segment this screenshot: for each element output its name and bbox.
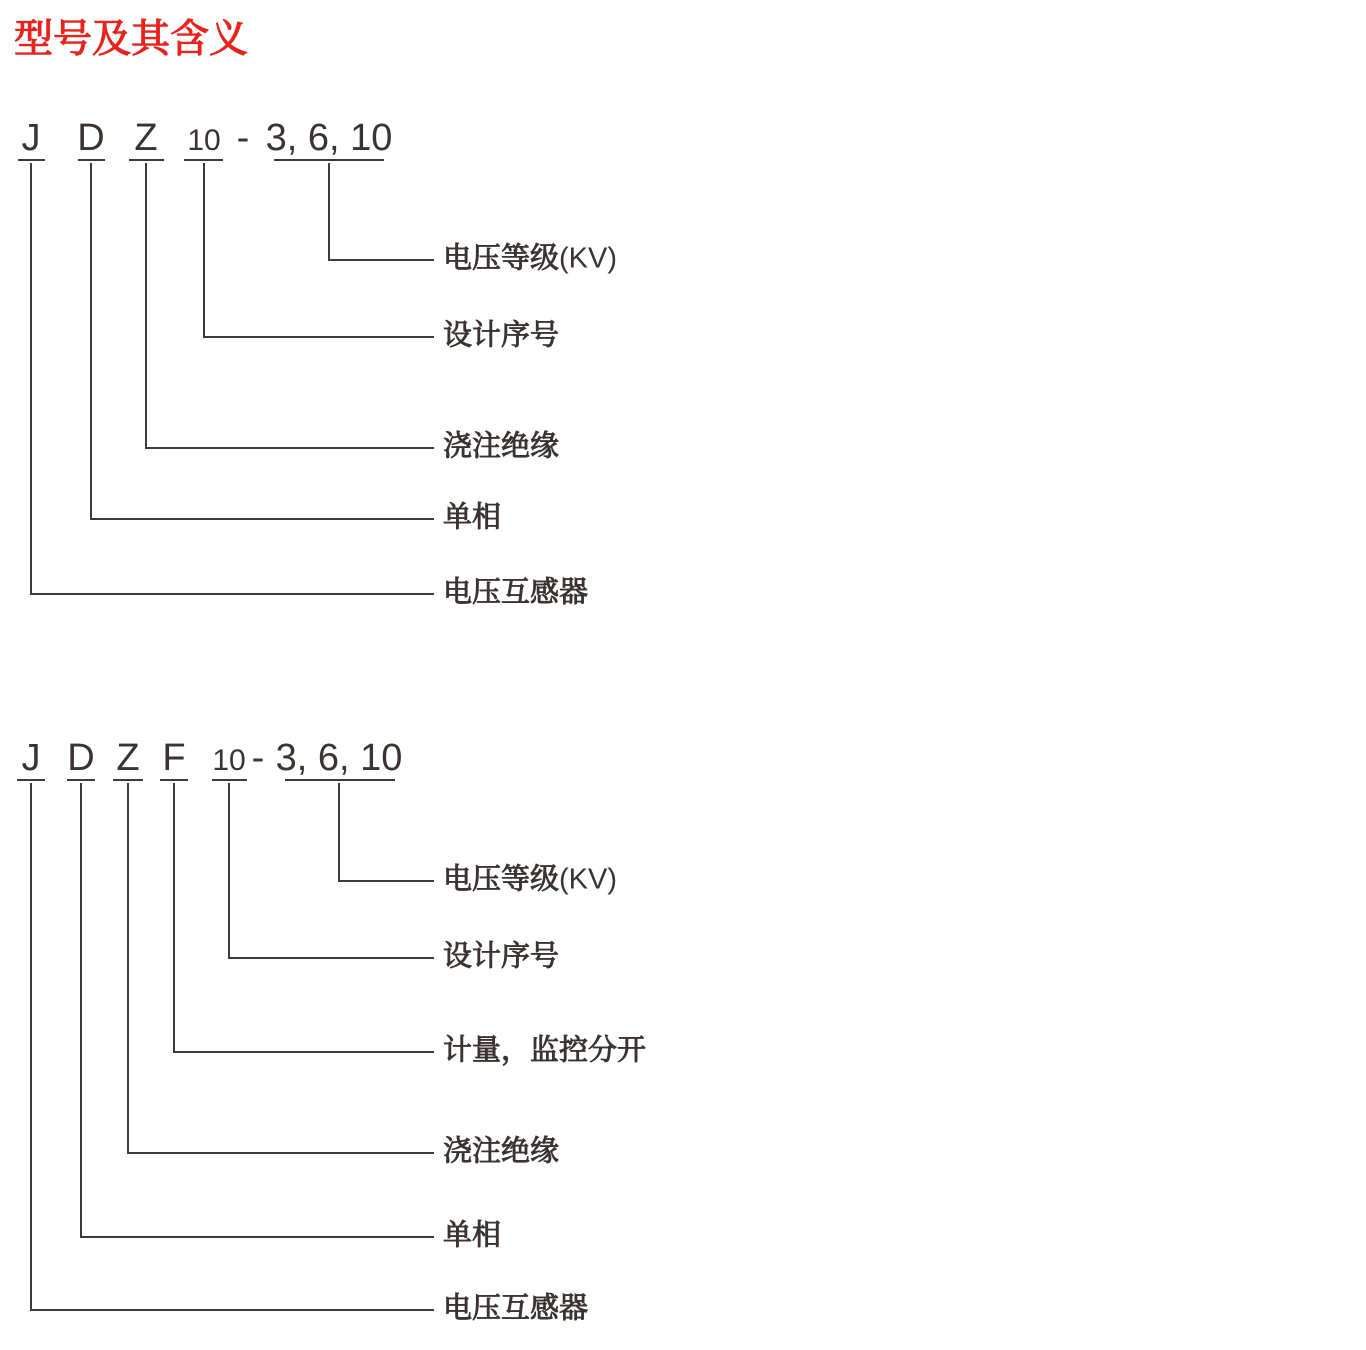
connector-label-line <box>228 957 434 959</box>
code-char: D <box>77 117 105 159</box>
connector-label-line <box>30 1309 434 1311</box>
meaning-text: 浇注绝缘 <box>443 1135 560 1168</box>
meaning-label <box>443 1293 588 1326</box>
meaning-suffix: (KV) <box>559 242 618 275</box>
code-underline <box>212 779 247 781</box>
meaning-text: 单相 <box>443 1219 502 1252</box>
connector-drop-line <box>173 783 175 1053</box>
meaning-label <box>443 864 617 897</box>
connector-drop-line <box>80 783 82 1238</box>
code-separator: - <box>236 117 250 159</box>
connector-drop-line <box>30 783 32 1311</box>
code-char: Z <box>134 117 158 159</box>
meaning-text: 电压互感器 <box>443 1292 589 1325</box>
code-char: 3, 6, 10 <box>275 737 403 779</box>
meaning-text: 设计序号 <box>443 319 560 352</box>
meaning-text: 单相 <box>443 501 502 534</box>
meaning-label <box>443 1220 501 1253</box>
code-char: F <box>162 737 186 779</box>
meaning-label <box>443 1035 646 1068</box>
meaning-text: 浇注绝缘 <box>443 430 560 463</box>
connector-drop-line <box>127 783 129 1154</box>
connector-label-line <box>80 1236 434 1238</box>
meaning-suffix: (KV) <box>559 863 618 896</box>
connector-label-line <box>173 1051 434 1053</box>
code-char: J <box>21 737 41 779</box>
connector-drop-line <box>338 783 340 882</box>
connector-drop-line <box>228 783 230 959</box>
code-char: 10 <box>187 124 221 157</box>
code-char: 10 <box>212 744 246 777</box>
code-underline <box>160 779 188 781</box>
meaning-text: 电压等级 <box>443 863 560 896</box>
meaning-text: 计量，监控分开 <box>443 1034 647 1067</box>
meaning-label <box>443 941 559 974</box>
code-char: J <box>21 117 41 159</box>
connector-label-line <box>338 880 434 882</box>
code-char: 3, 6, 10 <box>265 117 393 159</box>
meaning-text: 设计序号 <box>443 940 560 973</box>
page-title: 型号及其含义 <box>14 18 249 61</box>
code-underline <box>285 779 395 781</box>
connector-label-line <box>127 1152 434 1154</box>
meaning-text: 电压互感器 <box>443 576 589 609</box>
code-separator: - <box>251 737 265 779</box>
meaning-text: 电压等级 <box>443 242 560 275</box>
code-char: Z <box>116 737 140 779</box>
code-underline <box>113 779 143 781</box>
meaning-label <box>443 1136 559 1169</box>
code-underline <box>67 779 95 781</box>
code-char: D <box>67 737 95 779</box>
code-underline <box>17 779 45 781</box>
